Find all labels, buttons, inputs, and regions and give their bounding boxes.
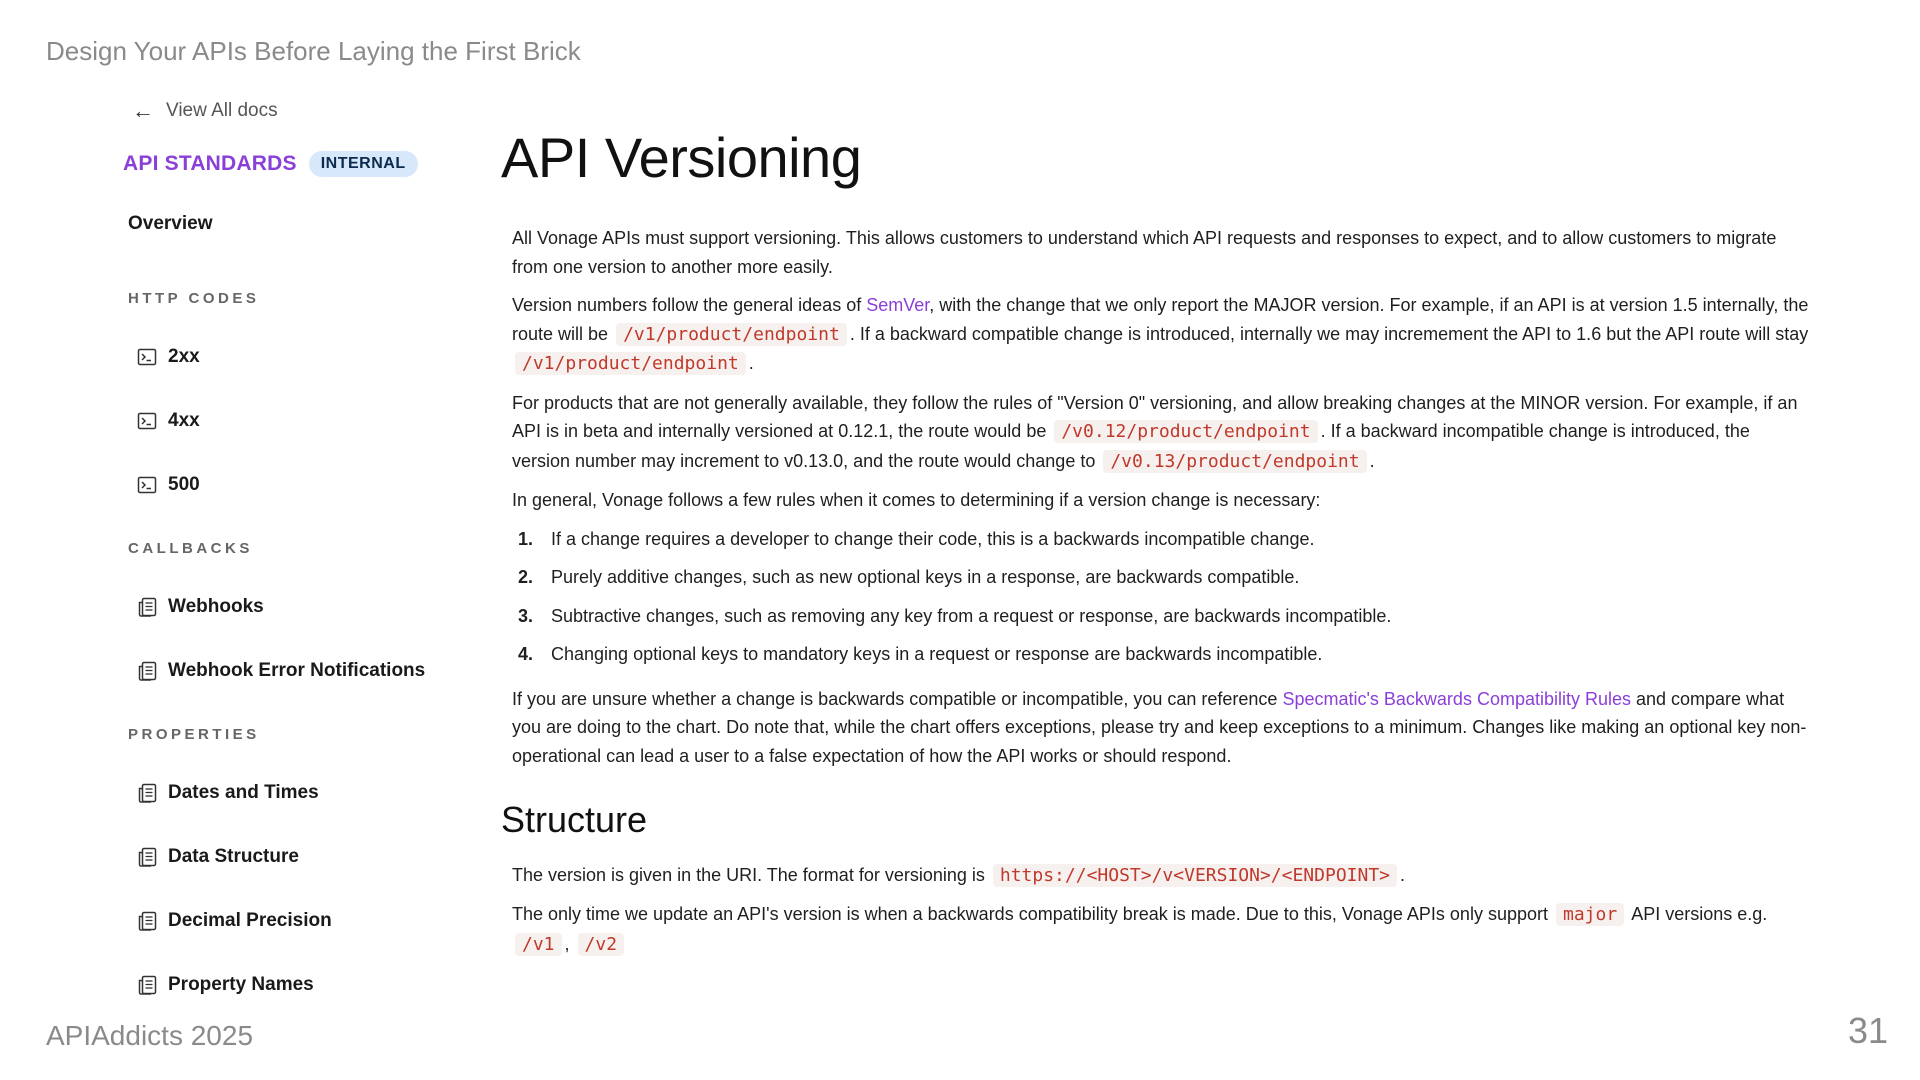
- list-item: 2. Purely additive changes, such as new optional keys in a response, are backwards compatible.: [518, 567, 1300, 587]
- terminal-icon: [136, 410, 158, 432]
- sidebar-item-decimal-precision[interactable]: [136, 910, 332, 932]
- slide-number: 31: [1847, 1010, 1888, 1051]
- sidebar-item-webhooks[interactable]: [136, 596, 264, 618]
- slide-footer: APIAddicts 2025: [46, 1020, 254, 1051]
- list-item: 1. If a change requires a developer to change their code, this is a backwards incompatible change.: [518, 528, 1315, 549]
- sidebar-item-webhook-error-notifications[interactable]: [136, 660, 425, 682]
- sidebar-item-500[interactable]: [136, 474, 200, 496]
- article-body: [501, 224, 1812, 969]
- slide-header: Design Your APIs Before Laying the First Brick: [46, 36, 581, 66]
- internal-badge: INTERNAL: [309, 151, 418, 177]
- code-route-v1: /v1/product/endpoint: [616, 323, 847, 346]
- structure-heading: Structure: [501, 799, 648, 840]
- sidebar-brand: [123, 151, 418, 177]
- sidebar-item-label: Decimal Precision: [168, 910, 332, 931]
- section-http-codes: HTTP CODES: [128, 290, 260, 307]
- version-zero-paragraph: For products that are not generally available, they follow the rules of "Version 0" versioning, and allow breaking changes at the MINOR version. For example, if an API is in beta and internally versioned at 0.12.1, the route would be /v0.12/product/endpoint . If a backward incompatible change is introduced, the version number may increment to v0.13.0, and the route would change to /v0.13/product/endpoint .: [512, 392, 1798, 472]
- rules-list: [512, 525, 1812, 669]
- arrow-left-icon: ←: [132, 98, 154, 123]
- sidebar-item-overview[interactable]: Overview: [128, 213, 213, 234]
- semver-paragraph: Version numbers follow the general ideas of SemVer, with the change that we only report the MAJOR version. For example, if an API is at version 1.5 internally, the route will be /v1/product/endpoint . If a backward compatible change is introduced, internally we may incremement the API to 1.6 but the API route will stay /v1/product/endpoint .: [512, 295, 1809, 374]
- document-icon: [136, 782, 158, 804]
- document-icon: [136, 910, 158, 932]
- code-route-v1-again: /v1/product/endpoint: [515, 352, 746, 375]
- page-title: API Versioning: [501, 126, 862, 189]
- sidebar-item-data-structure[interactable]: [136, 846, 299, 868]
- document-icon: [136, 846, 158, 868]
- back-link-label: View All docs: [166, 100, 278, 121]
- code-uri-format: https://<HOST>/v<VERSION>/<ENDPOINT>: [993, 864, 1397, 887]
- semver-link[interactable]: SemVer: [866, 295, 930, 315]
- sidebar-item-label: Dates and Times: [168, 782, 319, 803]
- sidebar-item-4xx[interactable]: [136, 410, 200, 432]
- code-route-v012: /v0.12/product/endpoint: [1054, 420, 1317, 443]
- major-version-paragraph: The only time we update an API's version is when a backwards compatibility break is made. Due to this, Vonage APIs only support major API versions e.g. /v1 , /v2: [512, 904, 1768, 955]
- sidebar-item-label: Webhook Error Notifications: [168, 660, 426, 681]
- sidebar-item-label: Data Structure: [168, 846, 299, 867]
- code-route-v013: /v0.13/product/endpoint: [1103, 450, 1366, 473]
- document-icon: [136, 660, 158, 682]
- view-all-docs-link[interactable]: [132, 98, 278, 124]
- sidebar-item-label: 500: [168, 474, 200, 495]
- rules-intro: In general, Vonage follows a few rules when it comes to determining if a version change is necessary:: [512, 490, 1321, 510]
- code-v1: /v1: [515, 933, 562, 956]
- sidebar-item-label: Property Names: [168, 974, 314, 995]
- sidebar-item-label: Webhooks: [168, 596, 264, 617]
- sidebar-item-property-names[interactable]: [136, 974, 314, 996]
- terminal-icon: [136, 346, 158, 368]
- list-item: 3. Subtractive changes, such as removing any key from a request or response, are backwards incompatible.: [518, 605, 1392, 626]
- structure-uri-paragraph: The version is given in the URI. The format for versioning is https://<HOST>/v<VERSION>/<ENDPOINT> .: [512, 864, 1406, 886]
- brand-title[interactable]: API STANDARDS: [123, 152, 297, 175]
- sidebar-item-label: 4xx: [168, 410, 200, 431]
- compatibility-paragraph: If you are unsure whether a change is backwards compatible or incompatible, you can reference Specmatic's Backwards Compatibility Rules and compare what you are doing to the chart. Do note that, while the chart offers exceptions, please try and keep exceptions to a minimum. Changes like making an optional key non-operational can lead a user to a false expectation of how the API works or should respond.: [512, 688, 1807, 766]
- sidebar-item-label: 2xx: [168, 346, 200, 367]
- sidebar-item-2xx[interactable]: [136, 346, 200, 368]
- sidebar-item-dates-and-times[interactable]: [136, 782, 319, 804]
- code-major: major: [1556, 903, 1624, 926]
- list-item: 4. Changing optional keys to mandatory keys in a request or response are backwards incompatible.: [518, 644, 1323, 664]
- terminal-icon: [136, 474, 158, 496]
- intro-paragraph: All Vonage APIs must support versioning. This allows customers to understand which API requests and responses to expect, and to allow customers to migrate from one version to another more easily.: [512, 228, 1777, 277]
- document-icon: [136, 596, 158, 618]
- document-icon: [136, 974, 158, 996]
- section-callbacks: CALLBACKS: [128, 540, 253, 557]
- section-properties: PROPERTIES: [128, 726, 260, 743]
- code-v2: /v2: [578, 933, 625, 956]
- specmatic-link[interactable]: Specmatic's Backwards Compatibility Rules: [1282, 688, 1631, 709]
